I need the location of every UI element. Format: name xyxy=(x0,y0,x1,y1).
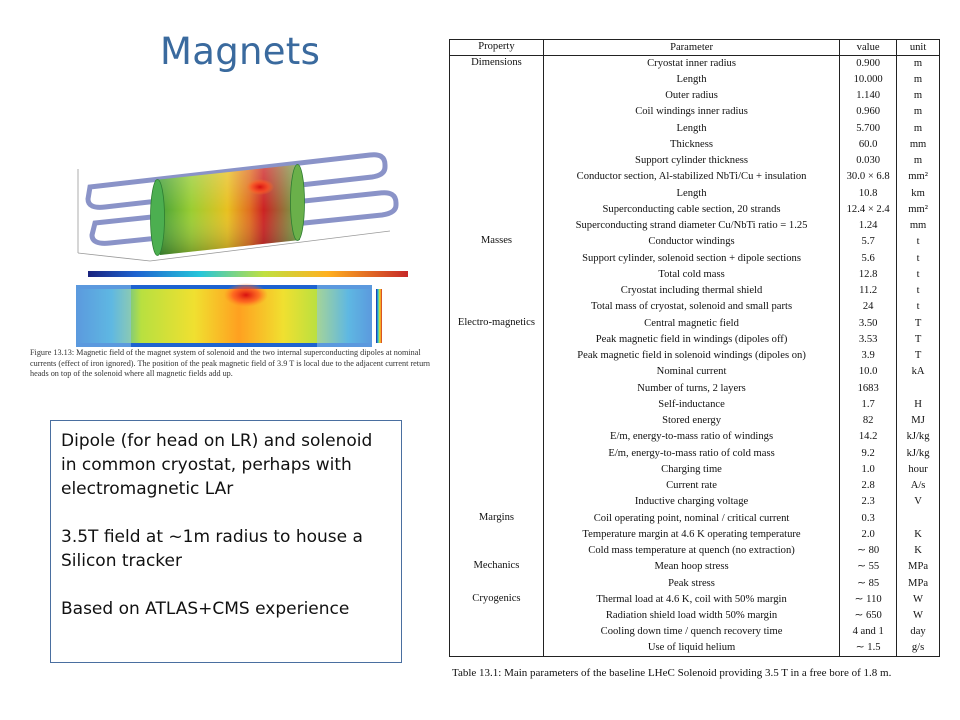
cell-parameter: Number of turns, 2 layers xyxy=(543,381,839,397)
cell-unit: kJ/kg xyxy=(897,446,940,462)
cell-parameter: E/m, energy-to-mass ratio of windings xyxy=(543,429,839,445)
cell-property xyxy=(450,299,544,315)
cell-unit: W xyxy=(897,608,940,624)
cell-parameter: Peak magnetic field in solenoid windings (dipoles on) xyxy=(543,348,839,364)
magnet-render-image xyxy=(60,135,430,350)
cell-property xyxy=(450,169,544,185)
cell-unit: T xyxy=(897,316,940,332)
header-parameter: Parameter xyxy=(543,40,839,56)
cell-value: 5.700 xyxy=(840,121,897,137)
cell-unit: T xyxy=(897,348,940,364)
table-row xyxy=(450,316,940,332)
cell-property xyxy=(450,624,544,640)
table-row xyxy=(450,592,940,608)
cell-value: 0.900 xyxy=(840,56,897,72)
cell-property xyxy=(450,137,544,153)
table-row xyxy=(450,72,940,88)
cell-value: 3.9 xyxy=(840,348,897,364)
cell-property xyxy=(450,332,544,348)
cell-property xyxy=(450,202,544,218)
cell-parameter: Length xyxy=(543,186,839,202)
cell-property xyxy=(450,267,544,283)
table-caption: Table 13.1: Main parameters of the baseline LHeC Solenoid providing 3.5 T in a free bore of 1.8 m. xyxy=(452,667,892,679)
cell-value: ∼ 650 xyxy=(840,608,897,624)
table-row xyxy=(450,429,940,445)
cell-unit: T xyxy=(897,332,940,348)
table-row xyxy=(450,186,940,202)
cell-value: 14.2 xyxy=(840,429,897,445)
cell-parameter: Inductive charging voltage xyxy=(543,494,839,510)
cell-unit: m xyxy=(897,72,940,88)
cell-value: 30.0 × 6.8 xyxy=(840,169,897,185)
table-header-row xyxy=(450,40,940,56)
cell-value: 1.0 xyxy=(840,462,897,478)
cell-property xyxy=(450,527,544,543)
cell-value: 1.24 xyxy=(840,218,897,234)
table-row xyxy=(450,624,940,640)
table-row xyxy=(450,202,940,218)
cell-value: ∼ 110 xyxy=(840,592,897,608)
cell-value: 3.53 xyxy=(840,332,897,348)
cell-unit xyxy=(897,511,940,527)
table-row xyxy=(450,559,940,575)
table-row xyxy=(450,88,940,104)
summary-paragraph-2: 3.5T field at ~1m radius to house a Silicon tracker xyxy=(61,527,363,571)
cell-unit xyxy=(897,381,940,397)
cell-parameter: Temperature margin at 4.6 K operating temperature xyxy=(543,527,839,543)
table-row xyxy=(450,364,940,380)
cell-value: 3.50 xyxy=(840,316,897,332)
cell-unit: m xyxy=(897,153,940,169)
table-row xyxy=(450,218,940,234)
table-row xyxy=(450,332,940,348)
cell-parameter: Self-inductance xyxy=(543,397,839,413)
cell-unit: H xyxy=(897,397,940,413)
cell-value: 9.2 xyxy=(840,446,897,462)
cell-parameter: Use of liquid helium xyxy=(543,641,839,657)
cell-property xyxy=(450,543,544,559)
header-unit: unit xyxy=(897,40,940,56)
cell-value: 1.7 xyxy=(840,397,897,413)
cell-value: 0.960 xyxy=(840,104,897,120)
cell-unit: kA xyxy=(897,364,940,380)
cell-property: Masses xyxy=(450,234,544,250)
table-row xyxy=(450,153,940,169)
cell-value: 5.6 xyxy=(840,251,897,267)
summary-text-box xyxy=(50,420,402,663)
cell-unit: m xyxy=(897,88,940,104)
cell-property xyxy=(450,104,544,120)
cell-value: ∼ 1.5 xyxy=(840,641,897,657)
cell-parameter: Cryostat inner radius xyxy=(543,56,839,72)
cell-parameter: Cooling down time / quench recovery time xyxy=(543,624,839,640)
cell-property xyxy=(450,348,544,364)
table-row xyxy=(450,478,940,494)
cell-value: 12.4 × 2.4 xyxy=(840,202,897,218)
cell-parameter: E/m, energy-to-mass ratio of cold mass xyxy=(543,446,839,462)
cell-value: ∼ 85 xyxy=(840,576,897,592)
cell-property xyxy=(450,478,544,494)
cell-unit: t xyxy=(897,299,940,315)
table-row xyxy=(450,251,940,267)
cell-value: ∼ 55 xyxy=(840,559,897,575)
cell-value: 10.0 xyxy=(840,364,897,380)
cell-parameter: Cryostat including thermal shield xyxy=(543,283,839,299)
cell-parameter: Charging time xyxy=(543,462,839,478)
cell-value: 5.7 xyxy=(840,234,897,250)
cell-property xyxy=(450,397,544,413)
cell-value: 12.8 xyxy=(840,267,897,283)
table-row xyxy=(450,381,940,397)
header-property: Property xyxy=(450,40,544,56)
cell-property xyxy=(450,641,544,657)
cell-unit: hour xyxy=(897,462,940,478)
table-row xyxy=(450,267,940,283)
cell-value: 4 and 1 xyxy=(840,624,897,640)
cell-unit: A/s xyxy=(897,478,940,494)
cell-property xyxy=(450,446,544,462)
cell-unit: kJ/kg xyxy=(897,429,940,445)
cell-parameter: Superconducting cable section, 20 strands xyxy=(543,202,839,218)
cell-unit: t xyxy=(897,267,940,283)
table-row xyxy=(450,104,940,120)
cell-property xyxy=(450,153,544,169)
cell-parameter: Central magnetic field xyxy=(543,316,839,332)
cell-unit: V xyxy=(897,494,940,510)
table-row xyxy=(450,397,940,413)
cell-value: 10.000 xyxy=(840,72,897,88)
table-row xyxy=(450,641,940,657)
table-row xyxy=(450,299,940,315)
cell-property xyxy=(450,283,544,299)
cell-parameter: Cold mass temperature at quench (no extraction) xyxy=(543,543,839,559)
cell-property xyxy=(450,429,544,445)
cell-parameter: Total mass of cryostat, solenoid and small parts xyxy=(543,299,839,315)
table-row xyxy=(450,121,940,137)
cell-parameter: Coil windings inner radius xyxy=(543,104,839,120)
cell-parameter: Outer radius xyxy=(543,88,839,104)
table-row xyxy=(450,543,940,559)
cell-property xyxy=(450,413,544,429)
cell-property xyxy=(450,251,544,267)
cell-parameter: Thickness xyxy=(543,137,839,153)
table-row xyxy=(450,56,940,72)
summary-paragraph-1: Dipole (for head on LR) and solenoid in common cryostat, perhaps with electromagnetic LAr xyxy=(61,431,373,499)
cell-unit: mm² xyxy=(897,202,940,218)
cell-value: 11.2 xyxy=(840,283,897,299)
header-value: value xyxy=(840,40,897,56)
cell-unit: W xyxy=(897,592,940,608)
cell-value: 0.030 xyxy=(840,153,897,169)
cell-parameter: Peak magnetic field in windings (dipoles off) xyxy=(543,332,839,348)
cell-value: 60.0 xyxy=(840,137,897,153)
cell-parameter: Peak stress xyxy=(543,576,839,592)
cell-property xyxy=(450,608,544,624)
cell-parameter: Length xyxy=(543,72,839,88)
cell-unit: m xyxy=(897,56,940,72)
cell-unit: mm xyxy=(897,137,940,153)
cell-unit: t xyxy=(897,251,940,267)
cell-property xyxy=(450,88,544,104)
cell-property: Margins xyxy=(450,511,544,527)
cell-property xyxy=(450,72,544,88)
cell-parameter: Support cylinder thickness xyxy=(543,153,839,169)
cell-property xyxy=(450,186,544,202)
cell-parameter: Stored energy xyxy=(543,413,839,429)
cell-unit: m xyxy=(897,104,940,120)
cell-parameter: Superconducting strand diameter Cu/NbTi ratio = 1.25 xyxy=(543,218,839,234)
cell-value: 1683 xyxy=(840,381,897,397)
cell-value: 1.140 xyxy=(840,88,897,104)
table-row xyxy=(450,169,940,185)
cell-unit: mm xyxy=(897,218,940,234)
cell-parameter: Conductor section, Al-stabilized NbTi/Cu + insulation xyxy=(543,169,839,185)
table-row xyxy=(450,608,940,624)
cell-property: Mechanics xyxy=(450,559,544,575)
table-row xyxy=(450,413,940,429)
cell-unit: K xyxy=(897,543,940,559)
cell-property xyxy=(450,121,544,137)
cell-parameter: Support cylinder, solenoid section + dipole sections xyxy=(543,251,839,267)
table-row xyxy=(450,462,940,478)
cell-unit: MPa xyxy=(897,576,940,592)
cell-unit: t xyxy=(897,234,940,250)
cell-unit: K xyxy=(897,527,940,543)
cell-property xyxy=(450,494,544,510)
cell-unit: MJ xyxy=(897,413,940,429)
cell-property xyxy=(450,364,544,380)
cell-value: 2.0 xyxy=(840,527,897,543)
summary-paragraph-3: Based on ATLAS+CMS experience xyxy=(61,599,350,619)
cell-unit: g/s xyxy=(897,641,940,657)
cell-property xyxy=(450,381,544,397)
cell-value: ∼ 80 xyxy=(840,543,897,559)
cell-parameter: Coil operating point, nominal / critical current xyxy=(543,511,839,527)
cell-value: 24 xyxy=(840,299,897,315)
cell-parameter: Nominal current xyxy=(543,364,839,380)
cell-property xyxy=(450,576,544,592)
figure-caption: Figure 13.13: Magnetic field of the magnet system of solenoid and the two internal superconducting dipoles at nominal currents (effect of iron ignored). The position of the peak magnetic field of 3.9 T is local due to the adjacent current return heads on top of the solenoid where all magnetic fields add up. xyxy=(30,348,430,378)
cell-parameter: Conductor windings xyxy=(543,234,839,250)
cell-value: 2.3 xyxy=(840,494,897,510)
cell-parameter: Current rate xyxy=(543,478,839,494)
cell-unit: km xyxy=(897,186,940,202)
table-row xyxy=(450,511,940,527)
cell-unit: m xyxy=(897,121,940,137)
cell-value: 2.8 xyxy=(840,478,897,494)
table-row xyxy=(450,137,940,153)
cell-parameter: Mean hoop stress xyxy=(543,559,839,575)
table-row xyxy=(450,494,940,510)
cell-property: Cryogenics xyxy=(450,592,544,608)
slide-title: Magnets xyxy=(160,30,321,73)
magnet-field-figure xyxy=(60,135,430,350)
cell-parameter: Thermal load at 4.6 K, coil with 50% margin xyxy=(543,592,839,608)
cell-parameter: Radiation shield load width 50% margin xyxy=(543,608,839,624)
cell-parameter: Length xyxy=(543,121,839,137)
cell-parameter: Total cold mass xyxy=(543,267,839,283)
cell-unit: day xyxy=(897,624,940,640)
cell-value: 0.3 xyxy=(840,511,897,527)
cell-property: Dimensions xyxy=(450,56,544,72)
cell-value: 82 xyxy=(840,413,897,429)
table-row xyxy=(450,234,940,250)
cell-unit: mm² xyxy=(897,169,940,185)
cell-value: 10.8 xyxy=(840,186,897,202)
cell-unit: t xyxy=(897,283,940,299)
table-row xyxy=(450,283,940,299)
table-row xyxy=(450,527,940,543)
cell-unit: MPa xyxy=(897,559,940,575)
table-row xyxy=(450,576,940,592)
cell-property xyxy=(450,218,544,234)
table-row xyxy=(450,446,940,462)
table-row xyxy=(450,348,940,364)
cell-property: Electro-magnetics xyxy=(450,316,544,332)
cell-property xyxy=(450,462,544,478)
table-body xyxy=(450,56,940,657)
solenoid-parameter-table xyxy=(449,39,940,657)
